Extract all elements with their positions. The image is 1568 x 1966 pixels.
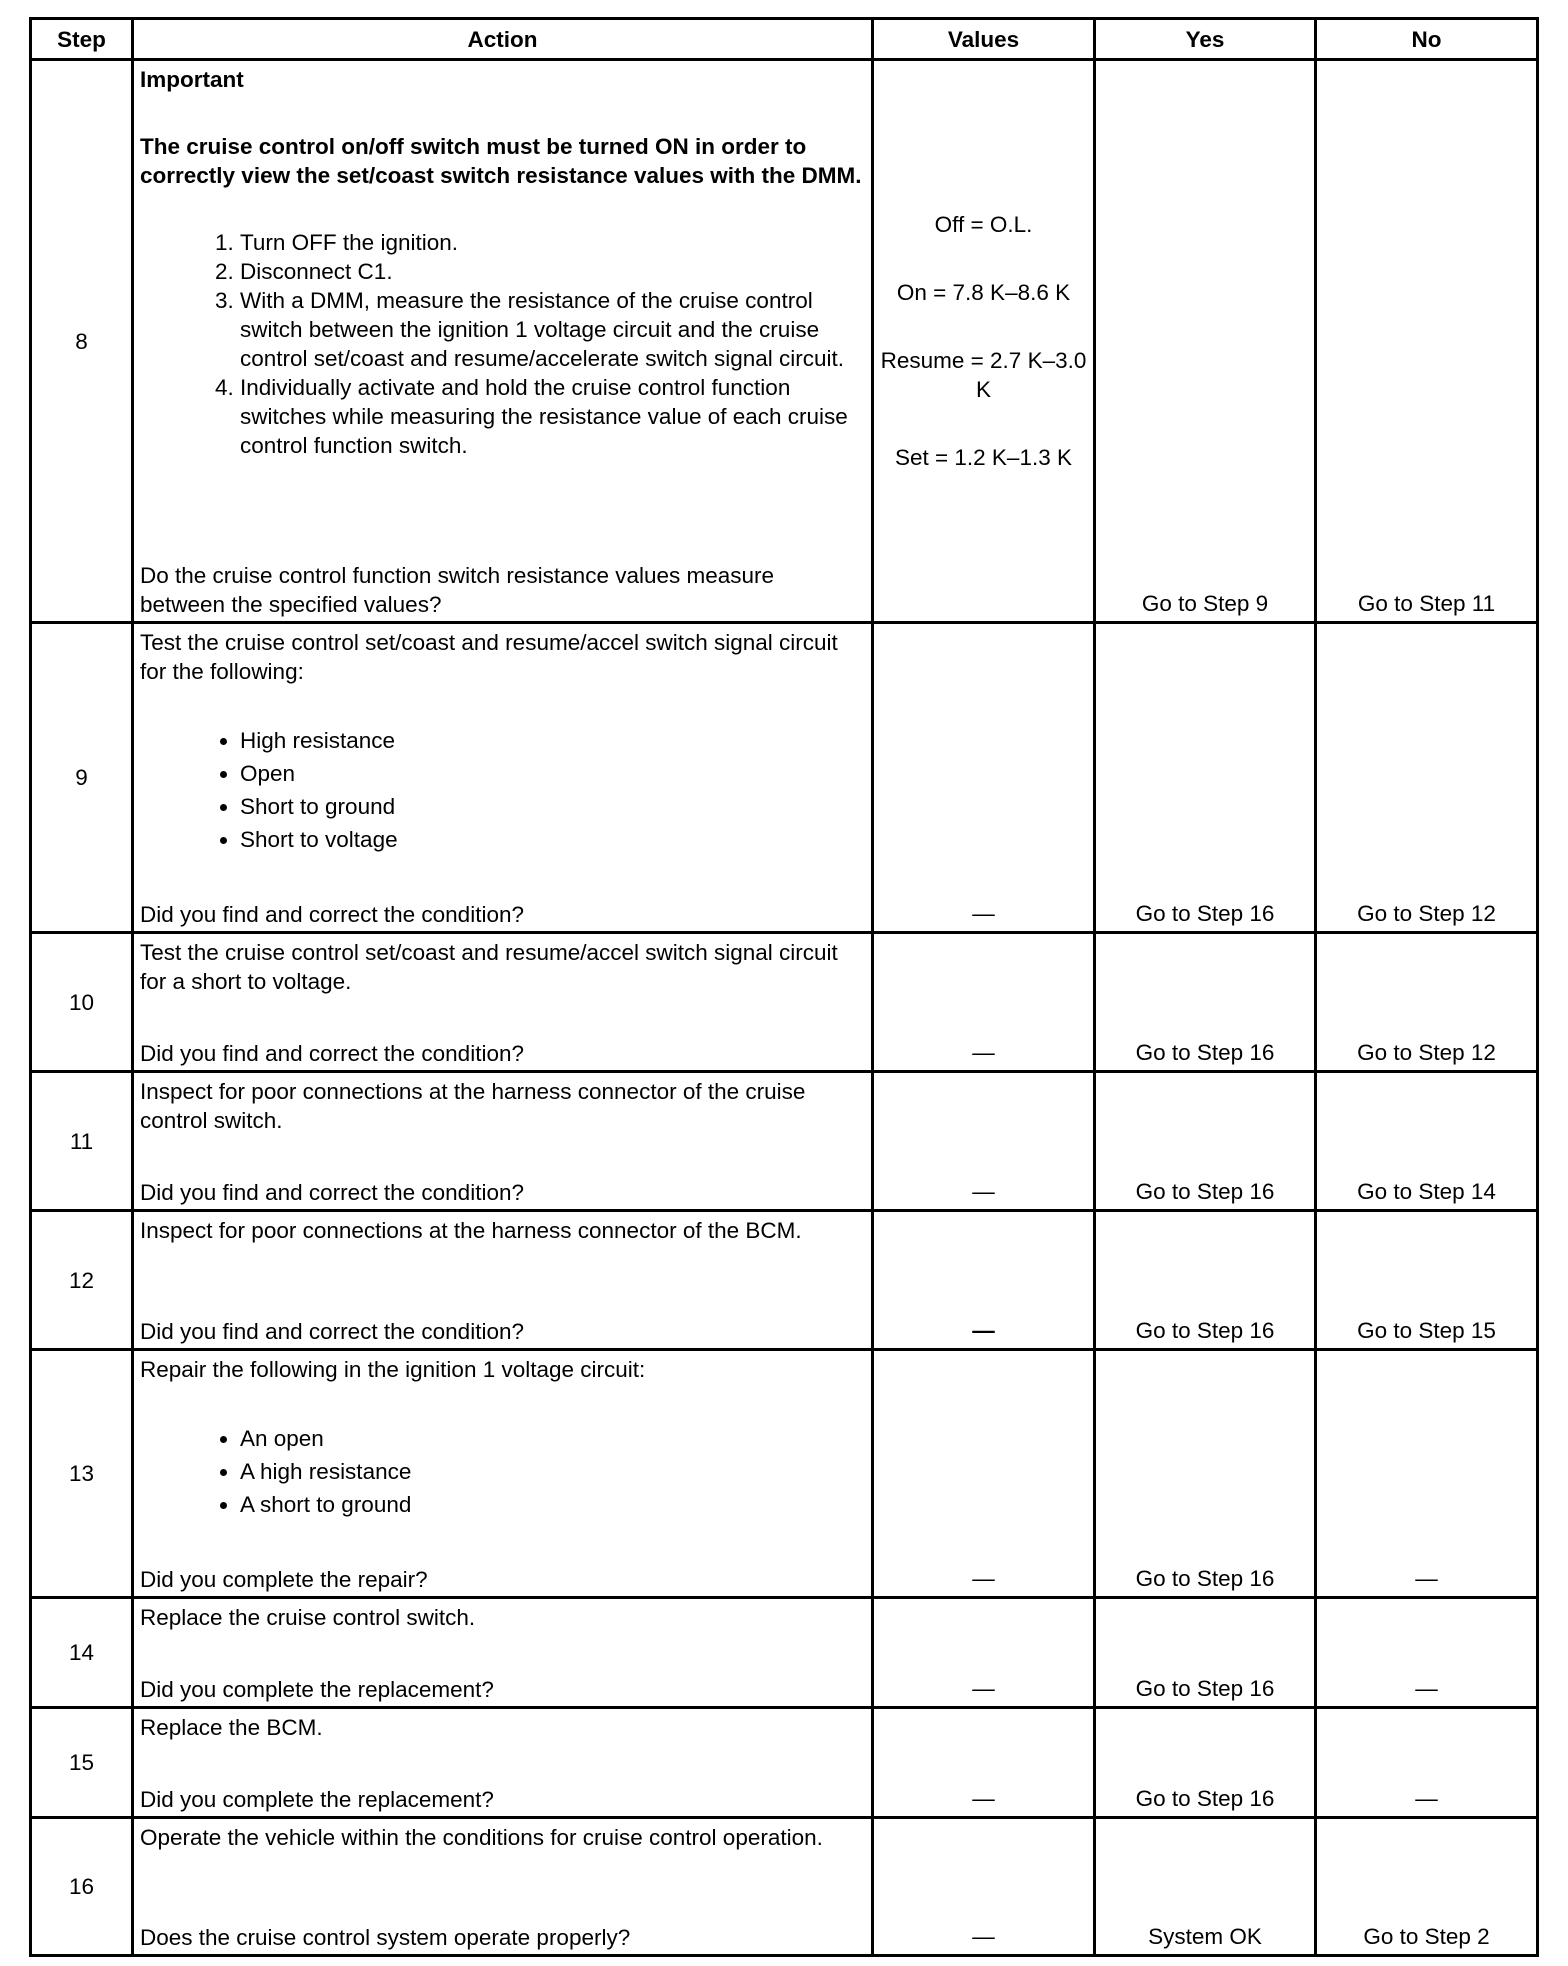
value-resume: Resume = 2.7 K–3.0 K [880,348,1087,402]
list-item: • High resistance [240,724,865,757]
question-text: Did you find and correct the condition? [140,902,524,927]
action-text: Inspect for poor connections at the harness connector of the cruise control switch. [140,1079,806,1133]
action-text: Operate the vehicle within the conditions for cruise control operation. [140,1825,823,1850]
list-item: • A high resistance [240,1455,865,1488]
values-cell: — [873,1598,1095,1708]
step-number: 8 [31,60,133,623]
repair-list [140,1422,865,1521]
action-text: Replace the cruise control switch. [140,1605,476,1630]
step-number: 16 [31,1818,133,1956]
action-cell [133,1598,873,1708]
table-row-step-11 [31,1072,1538,1211]
values-cell: — [873,933,1095,1072]
header-no: No [1316,19,1538,60]
step-number: 11 [31,1072,133,1211]
list-item: • Open [240,757,865,790]
action-cell [133,1211,873,1350]
yes-cell: Go to Step 16 [1095,1350,1316,1598]
step-number: 15 [31,1708,133,1818]
question-text: Did you find and correct the condition? [140,1180,524,1205]
no-cell: Go to Step 2 [1316,1818,1538,1956]
action-cell [133,1072,873,1211]
yes-cell: Go to Step 16 [1095,933,1316,1072]
list-item: • A short to ground [240,1488,865,1521]
no-cell: Go to Step 11 [1316,60,1538,623]
yes-cell: Go to Step 16 [1095,623,1316,933]
no-cell: Go to Step 12 [1316,933,1538,1072]
values-cell: — [873,1072,1095,1211]
step-number: 12 [31,1211,133,1350]
no-cell: — [1316,1350,1538,1598]
header-action: Action [133,19,873,60]
action-cell [133,60,873,623]
action-text: Repair the following in the ignition 1 voltage circuit: [140,1357,646,1382]
question-text: Did you complete the replacement? [140,1787,494,1812]
table-row-step-14 [31,1598,1538,1708]
step-number: 13 [31,1350,133,1598]
question-text: Did you find and correct the condition? [140,1041,524,1066]
question-text: Do the cruise control function switch resistance values measure between the specified values? [140,563,775,617]
yes-cell: System OK [1095,1818,1316,1956]
question-text: Did you complete the repair? [140,1567,428,1592]
procedure-list [140,228,865,460]
values-cell: — [873,1708,1095,1818]
step-number: 10 [31,933,133,1072]
action-cell [133,933,873,1072]
values-cell: — [873,1211,1095,1350]
table-row-step-8 [31,60,1538,623]
action-text: Inspect for poor connections at the harness connector of the BCM. [140,1218,802,1243]
no-cell: Go to Step 15 [1316,1211,1538,1350]
step-number: 14 [31,1598,133,1708]
list-item: 3. With a DMM, measure the resistance of the cruise control switch between the ignition 1 voltage circuit and the cruise control set/coast and resume/accelerate switch signal circuit. [240,286,865,373]
list-item: • Short to voltage [240,823,865,856]
header-step: Step [31,19,133,60]
action-cell [133,1708,873,1818]
yes-cell: Go to Step 16 [1095,1708,1316,1818]
table-row-step-9 [31,623,1538,933]
action-cell [133,623,873,933]
values-cell: — [873,1818,1095,1956]
question-text: Does the cruise control system operate properly? [140,1925,631,1950]
no-cell: — [1316,1708,1538,1818]
question-text: Did you find and correct the condition? [140,1319,524,1344]
list-item: 4. Individually activate and hold the cruise control function switches while measuring the resistance value of each cruise control function switch. [240,373,865,460]
values-cell [873,60,1095,623]
yes-cell: Go to Step 16 [1095,1211,1316,1350]
condition-list [140,724,865,856]
header-row [31,19,1538,60]
action-text: Replace the BCM. [140,1715,323,1740]
table-row-step-10 [31,933,1538,1072]
yes-cell: Go to Step 16 [1095,1598,1316,1708]
table-row-step-15 [31,1708,1538,1818]
value-set: Set = 1.2 K–1.3 K [894,445,1072,470]
values-cell: — [873,1350,1095,1598]
values-cell: — [873,623,1095,933]
important-label: Important [140,67,244,92]
list-item: 2. Disconnect C1. [240,257,865,286]
question-text: Did you complete the replacement? [140,1677,494,1702]
value-on: On = 7.8 K–8.6 K [896,280,1071,305]
no-cell: Go to Step 12 [1316,623,1538,933]
action-cell [133,1818,873,1956]
header-yes: Yes [1095,19,1316,60]
list-item: 1. Turn OFF the ignition. [240,228,865,257]
table-row-step-12 [31,1211,1538,1350]
no-cell: Go to Step 14 [1316,1072,1538,1211]
list-item: • Short to ground [240,790,865,823]
diagnostic-table [29,17,1539,1957]
list-item: • An open [240,1422,865,1455]
table-row-step-13 [31,1350,1538,1598]
action-cell [133,1350,873,1598]
yes-cell: Go to Step 9 [1095,60,1316,623]
table-row-step-16 [31,1818,1538,1956]
no-cell: — [1316,1598,1538,1708]
important-text: The cruise control on/off switch must be turned ON in order to correctly view the set/coast switch resistance values with the DMM. [140,134,862,188]
action-text: Test the cruise control set/coast and resume/accel switch signal circuit for the following: [140,630,838,684]
value-off: Off = O.L. [934,212,1033,237]
yes-cell: Go to Step 16 [1095,1072,1316,1211]
header-values: Values [873,19,1095,60]
step-number: 9 [31,623,133,933]
action-text: Test the cruise control set/coast and resume/accel switch signal circuit for a short to voltage. [140,940,838,994]
